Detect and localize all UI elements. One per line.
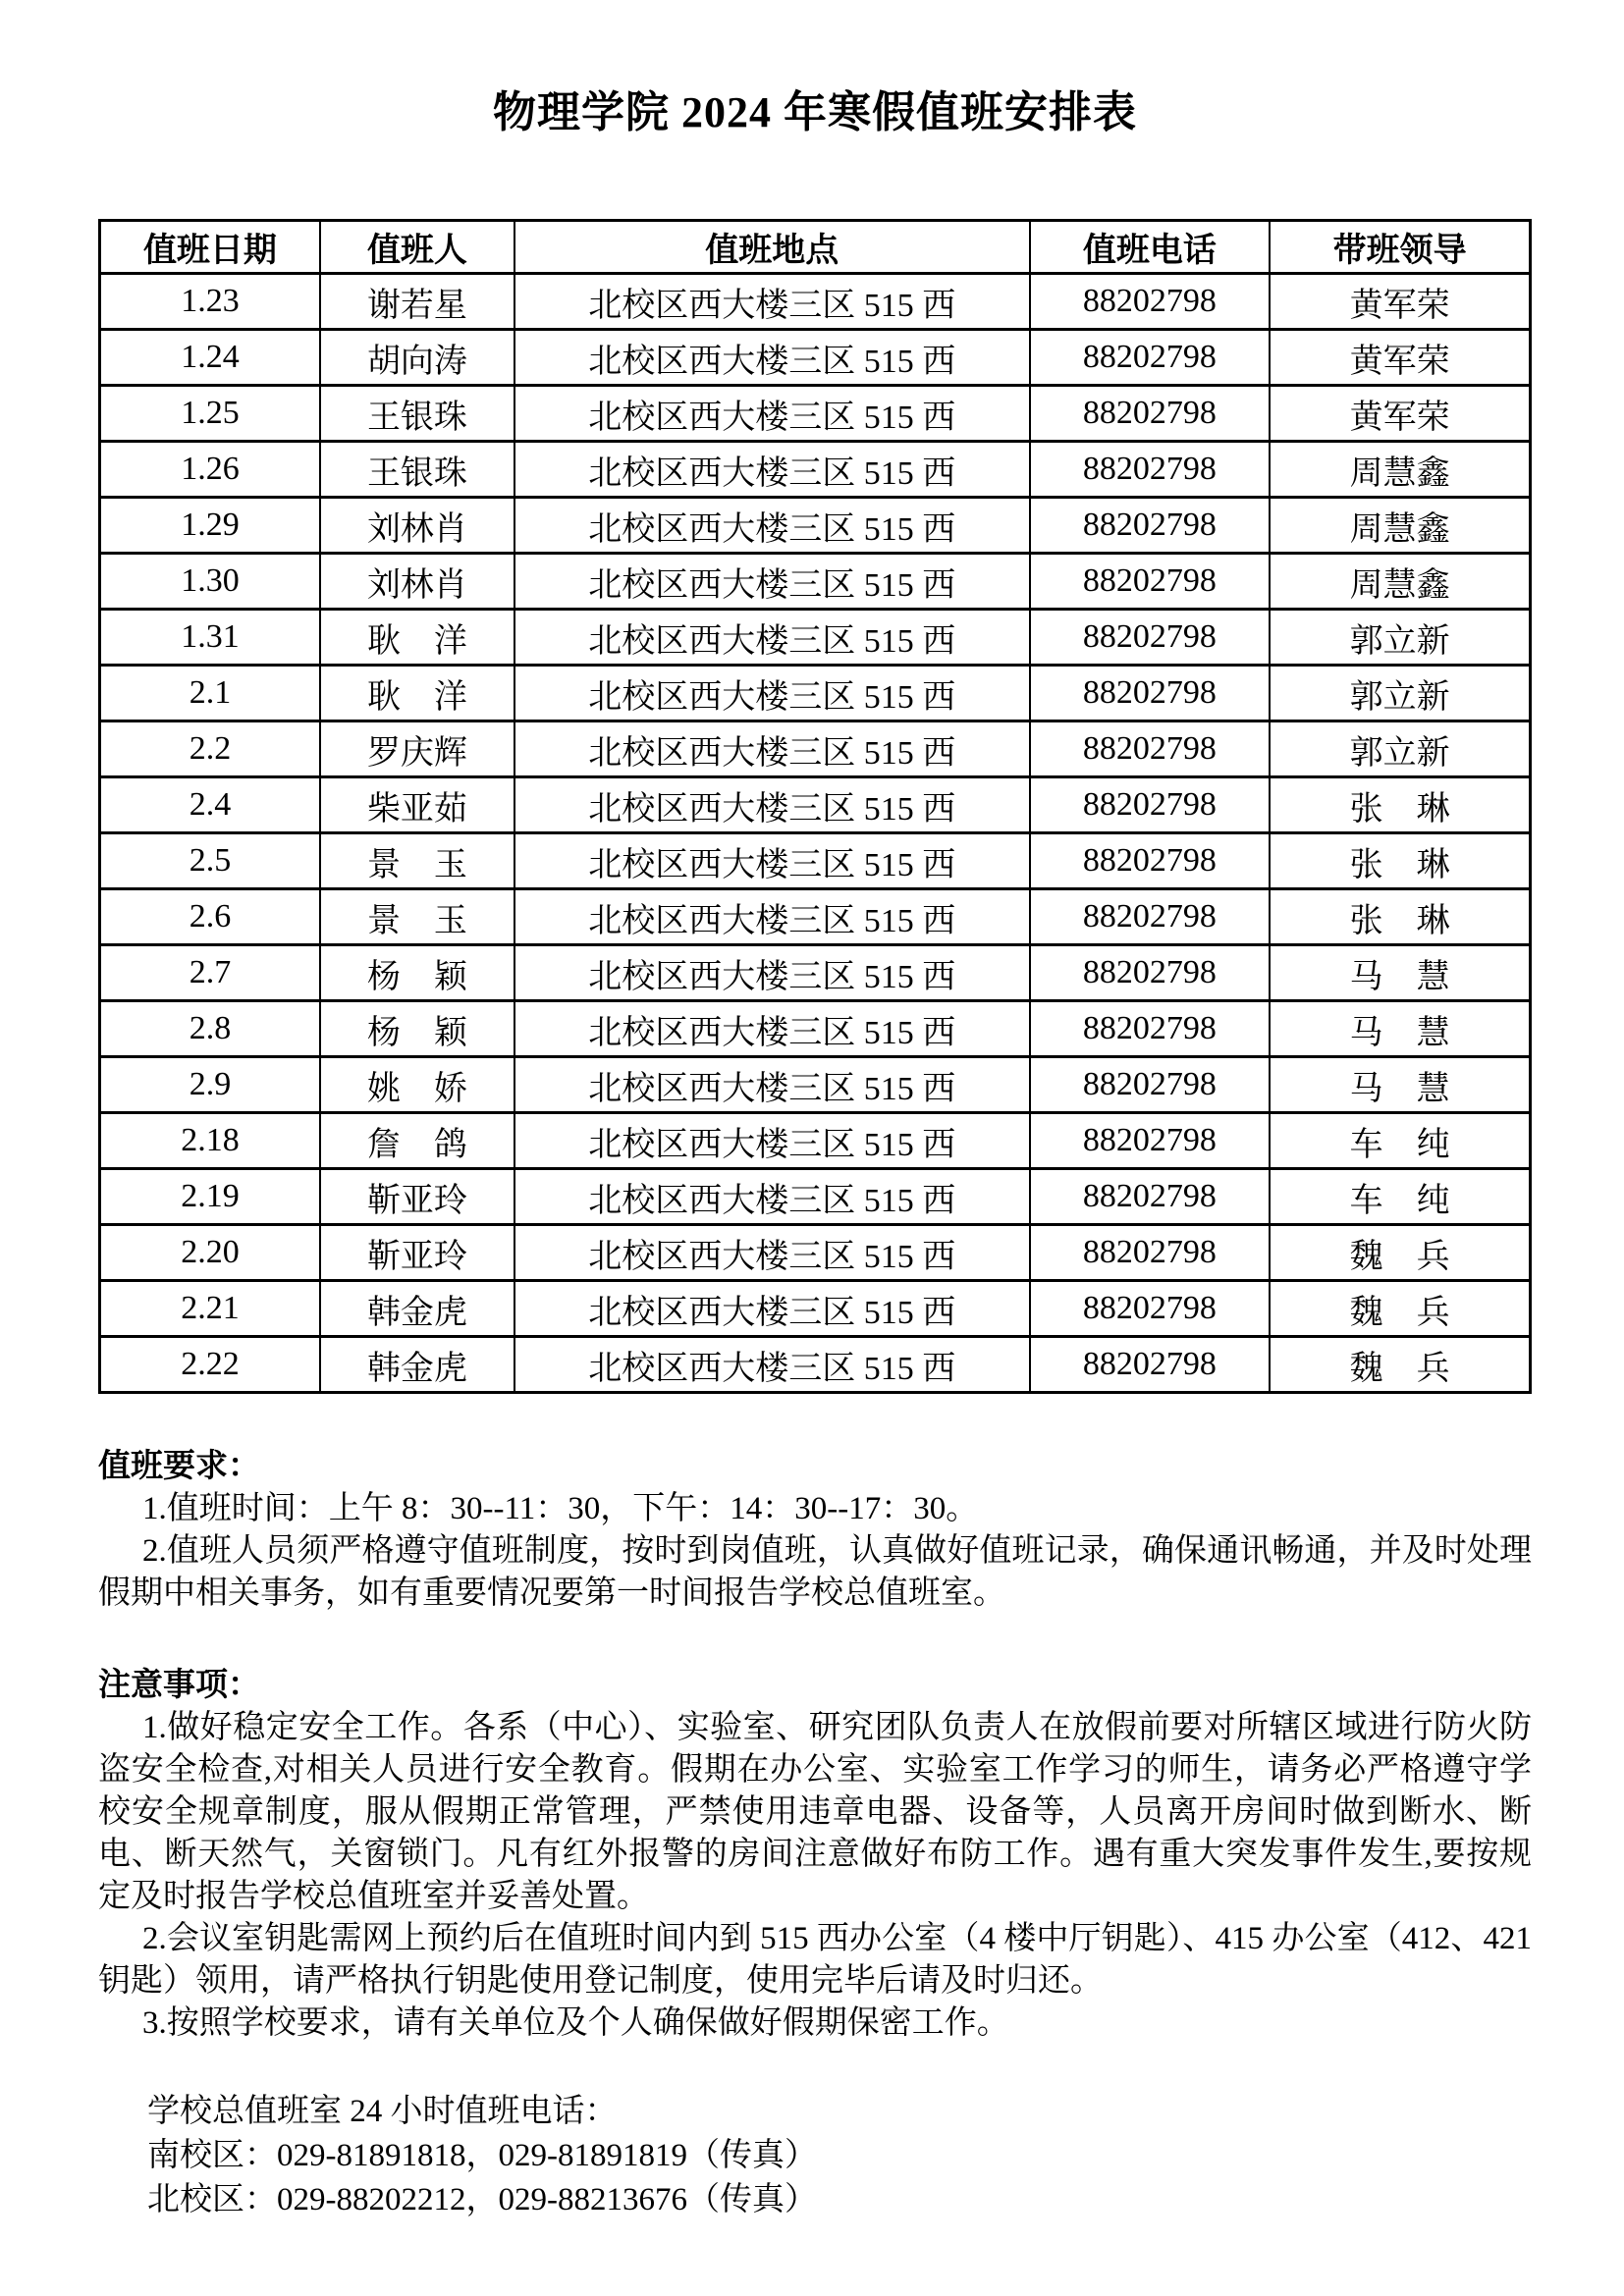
table-cell: 北校区西大楼三区 515 西 (514, 330, 1030, 386)
table-cell: 北校区西大楼三区 515 西 (514, 274, 1030, 330)
section-notes (98, 1664, 1532, 2045)
table-cell: 北校区西大楼三区 515 西 (514, 945, 1030, 1001)
table-cell: 北校区西大楼三区 515 西 (514, 889, 1030, 945)
table-cell: 北校区西大楼三区 515 西 (514, 666, 1030, 721)
duty-requirements-heading: 值班要求： (98, 1449, 260, 1484)
table-cell: 柴亚茹 (320, 777, 514, 833)
table-cell: 刘林肖 (320, 554, 514, 610)
table-row (100, 386, 1531, 442)
table-cell: 耿 洋 (320, 666, 514, 721)
section-duty-requirements (98, 1445, 1532, 1615)
table-row (100, 889, 1531, 945)
table-cell: 北校区西大楼三区 515 西 (514, 442, 1030, 498)
table-cell: 景 玉 (320, 889, 514, 945)
table-cell: 北校区西大楼三区 515 西 (514, 554, 1030, 610)
duty-table-body (100, 274, 1531, 1393)
table-cell: 88202798 (1030, 1225, 1271, 1281)
contact-line: 学校总值班室 24 小时值班电话： (147, 2094, 618, 2129)
table-cell: 88202798 (1030, 945, 1271, 1001)
table-cell: 靳亚玲 (320, 1169, 514, 1225)
contact-block (98, 2090, 1532, 2222)
table-cell: 韩金虎 (320, 1281, 514, 1337)
paragraph: 3.按照学校要求，请有关单位及个人确保做好假期保密工作。 (142, 2005, 1009, 2041)
table-cell: 北校区西大楼三区 515 西 (514, 1057, 1030, 1113)
table-cell: 88202798 (1030, 889, 1271, 945)
contact-line: 南校区：029-81891818，029-81891819（传真） (147, 2138, 817, 2173)
table-cell: 张 琳 (1270, 833, 1530, 889)
table-cell: 魏 兵 (1270, 1337, 1530, 1393)
table-cell: 1.24 (100, 330, 320, 386)
column-header: 带班领导 (1270, 221, 1530, 274)
paragraph: 2.值班人员须严格遵守值班制度，按时到岗值班，认真做好值班记录，确保通讯畅通，并及时处理假期中相关事务，如有重要情况要第一时间报告学校总值班室。 (98, 1533, 1532, 1611)
table-cell: 张 琳 (1270, 889, 1530, 945)
duty-table-head (100, 221, 1531, 274)
table-cell: 谢若星 (320, 274, 514, 330)
table-cell: 88202798 (1030, 498, 1271, 554)
notes-heading: 注意事项： (98, 1668, 260, 1703)
table-row (100, 274, 1531, 330)
table-cell: 2.22 (100, 1337, 320, 1393)
table-cell: 88202798 (1030, 1057, 1271, 1113)
table-cell: 88202798 (1030, 777, 1271, 833)
table-cell: 1.25 (100, 386, 320, 442)
table-cell: 88202798 (1030, 1113, 1271, 1169)
table-cell: 车 纯 (1270, 1169, 1530, 1225)
table-cell: 周慧鑫 (1270, 554, 1530, 610)
table-row (100, 945, 1531, 1001)
table-cell: 马 慧 (1270, 1001, 1530, 1057)
table-row (100, 330, 1531, 386)
contact-line: 北校区：029-88202212，029-88213676（传真） (147, 2182, 817, 2217)
table-cell: 北校区西大楼三区 515 西 (514, 1113, 1030, 1169)
table-cell: 北校区西大楼三区 515 西 (514, 1001, 1030, 1057)
table-row (100, 1169, 1531, 1225)
table-cell: 王银珠 (320, 442, 514, 498)
table-cell: 88202798 (1030, 610, 1271, 666)
table-row (100, 1337, 1531, 1393)
table-row (100, 777, 1531, 833)
paragraph: 2.会议室钥匙需网上预约后在值班时间内到 515 西办公室（4 楼中厅钥匙）、415 办公室（412、421 钥匙）领用，请严格执行钥匙使用登记制度，使用完毕后请及时归还。 (98, 1921, 1532, 1999)
table-cell: 罗庆辉 (320, 721, 514, 777)
page-title: 物理学院 2024 年寒假值班安排表 (493, 88, 1137, 136)
table-cell: 北校区西大楼三区 515 西 (514, 833, 1030, 889)
table-cell: 1.30 (100, 554, 320, 610)
table-cell: 2.9 (100, 1057, 320, 1113)
table-cell: 2.5 (100, 833, 320, 889)
duty-requirements-paragraphs (98, 1488, 1532, 1615)
paragraph: 1.值班时间：上午 8：30--11：30，下午：14：30--17：30。 (142, 1491, 979, 1526)
table-cell: 景 玉 (320, 833, 514, 889)
table-cell: 姚 娇 (320, 1057, 514, 1113)
table-cell: 王银珠 (320, 386, 514, 442)
table-cell: 魏 兵 (1270, 1281, 1530, 1337)
table-cell: 车 纯 (1270, 1113, 1530, 1169)
table-cell: 北校区西大楼三区 515 西 (514, 777, 1030, 833)
table-cell: 韩金虎 (320, 1337, 514, 1393)
table-row (100, 1057, 1531, 1113)
table-cell: 黄军荣 (1270, 274, 1530, 330)
column-header: 值班日期 (100, 221, 320, 274)
table-row (100, 442, 1531, 498)
table-cell: 88202798 (1030, 721, 1271, 777)
column-header: 值班人 (320, 221, 514, 274)
table-row (100, 610, 1531, 666)
table-cell: 张 琳 (1270, 777, 1530, 833)
table-cell: 88202798 (1030, 666, 1271, 721)
table-cell: 黄军荣 (1270, 330, 1530, 386)
table-cell: 88202798 (1030, 442, 1271, 498)
table-cell: 郭立新 (1270, 666, 1530, 721)
table-cell: 北校区西大楼三区 515 西 (514, 1281, 1030, 1337)
table-cell: 88202798 (1030, 1337, 1271, 1393)
table-cell: 2.7 (100, 945, 320, 1001)
table-cell: 1.23 (100, 274, 320, 330)
table-cell: 周慧鑫 (1270, 442, 1530, 498)
table-cell: 周慧鑫 (1270, 498, 1530, 554)
table-cell: 88202798 (1030, 1281, 1271, 1337)
table-cell: 郭立新 (1270, 721, 1530, 777)
table-row (100, 666, 1531, 721)
table-cell: 郭立新 (1270, 610, 1530, 666)
table-cell: 88202798 (1030, 386, 1271, 442)
table-cell: 88202798 (1030, 1001, 1271, 1057)
table-row (100, 1001, 1531, 1057)
table-cell: 2.19 (100, 1169, 320, 1225)
table-cell: 88202798 (1030, 330, 1271, 386)
table-row (100, 1113, 1531, 1169)
table-cell: 88202798 (1030, 833, 1271, 889)
table-cell: 胡向涛 (320, 330, 514, 386)
table-cell: 魏 兵 (1270, 1225, 1530, 1281)
table-cell: 2.6 (100, 889, 320, 945)
column-header: 值班电话 (1030, 221, 1271, 274)
table-row (100, 833, 1531, 889)
table-cell: 靳亚玲 (320, 1225, 514, 1281)
table-cell: 2.18 (100, 1113, 320, 1169)
table-cell: 杨 颖 (320, 945, 514, 1001)
table-cell: 北校区西大楼三区 515 西 (514, 1337, 1030, 1393)
paragraph: 1.做好稳定安全工作。各系（中心）、实验室、研究团队负责人在放假前要对所辖区域进行防火防盗安全检查,对相关人员进行安全教育。假期在办公室、实验室工作学习的师生，请务必严格遵守学校安全规章制度，服从假期正常管理，严禁使用违章电器、设备等，人员离开房间时做到断水、断电、断天然气，关窗锁门。凡有红外报警的房间注意做好布防工作。遇有重大突发事件发生,要按规定及时报告学校总值班室并妥善处置。 (98, 1710, 1532, 1914)
table-row (100, 554, 1531, 610)
table-cell: 北校区西大楼三区 515 西 (514, 386, 1030, 442)
table-cell: 马 慧 (1270, 945, 1530, 1001)
notes-paragraphs (98, 1707, 1532, 2045)
table-cell: 88202798 (1030, 1169, 1271, 1225)
table-cell: 马 慧 (1270, 1057, 1530, 1113)
table-cell: 北校区西大楼三区 515 西 (514, 721, 1030, 777)
column-header: 值班地点 (514, 221, 1030, 274)
table-cell: 88202798 (1030, 274, 1271, 330)
table-cell: 黄军荣 (1270, 386, 1530, 442)
table-cell: 杨 颖 (320, 1001, 514, 1057)
table-cell: 2.8 (100, 1001, 320, 1057)
table-cell: 北校区西大楼三区 515 西 (514, 1225, 1030, 1281)
table-row (100, 498, 1531, 554)
table-cell: 北校区西大楼三区 515 西 (514, 1169, 1030, 1225)
table-row (100, 1281, 1531, 1337)
table-cell: 2.20 (100, 1225, 320, 1281)
table-cell: 2.2 (100, 721, 320, 777)
header-row (100, 221, 1531, 274)
table-cell: 詹 鸽 (320, 1113, 514, 1169)
table-cell: 1.31 (100, 610, 320, 666)
table-row (100, 721, 1531, 777)
duty-schedule-table (98, 219, 1532, 1394)
table-cell: 耿 洋 (320, 610, 514, 666)
table-cell: 2.1 (100, 666, 320, 721)
table-cell: 88202798 (1030, 554, 1271, 610)
table-cell: 1.26 (100, 442, 320, 498)
table-cell: 刘林肖 (320, 498, 514, 554)
table-cell: 2.4 (100, 777, 320, 833)
table-cell: 北校区西大楼三区 515 西 (514, 610, 1030, 666)
table-cell: 2.21 (100, 1281, 320, 1337)
table-cell: 北校区西大楼三区 515 西 (514, 498, 1030, 554)
table-row (100, 1225, 1531, 1281)
table-cell: 1.29 (100, 498, 320, 554)
